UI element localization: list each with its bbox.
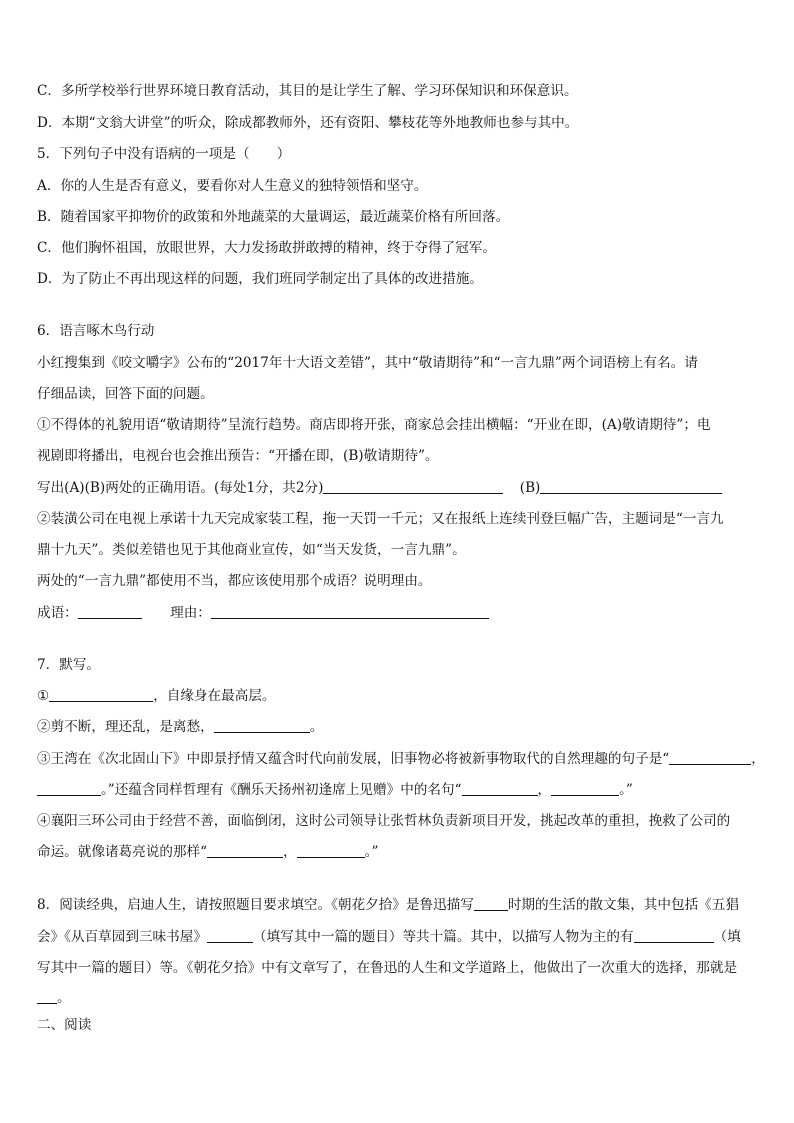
q7-blank-2[interactable] [214,718,310,733]
reason-label: 理由： [170,605,211,621]
q6-title: 6．语言啄木鸟行动 [37,323,155,339]
q7-item1: ① ，自缘身在最高层。 [37,688,276,704]
q8-line1 [37,896,739,914]
q7-item3-line2: 。”还蕴含同样哲理有《酬乐天扬州初逢席上见赠》中的名句“ ， 。” [37,781,633,799]
q8-text2b: （填写其中一篇的题目）等共十篇。其中，以描写人物为主的有 [252,929,634,945]
q7-item4-line2: 命运。就像诸葛亮说的那样“ ， 。” [37,844,379,860]
q8-blank-choice[interactable] [37,989,57,1004]
idiom-label: 成语： [37,605,78,621]
q8-text1b: 时期的生活的散文集，其中包括《五猖 [507,897,739,913]
q8-blank-person[interactable] [634,928,714,943]
q7-item1-text: ，自缘身在最高层。 [153,688,276,704]
q7-blank-4[interactable] [37,781,101,796]
q6-ask1-text: 写出(A)(B)两处的正确用语。(每处1分，共2分) [37,480,324,496]
q7-item4-line1: ④襄阳三环公司由于经营不善，面临倒闭，这时公司领导让张哲林负责新项目开发，挑起改革的重担，挽救了公司的 [37,813,731,829]
section-heading: 二、阅读 [37,1017,92,1033]
q8-text2c: （填 [713,929,741,945]
q5-option-a: A．你的人生是否有意义，要看你对人生意义的独特领悟和坚守。 [37,178,428,194]
q7-item3-line1: ③王湾在《次北固山下》中即景抒情又蕴含时代向前发展，旧事物必将被新事物取代的自然理趣的句子是“ ， [37,751,765,767]
q7-blank-6[interactable] [551,781,619,796]
reason-blank[interactable] [211,604,489,619]
q7-item3-text2: 。”还蕴含同样哲理有《酬乐天扬州初逢席上见赠》中的名句“ [101,782,462,798]
q5-option-d: D．为了防止不再出现这样的问题，我们班同学制定出了具体的改进措施。 [37,271,483,287]
q7-item3-text: ③王湾在《次北固山下》中即景抒情又蕴含时代向前发展，旧事物必将被新事物取代的自然理趣的句子是“ [37,751,670,767]
q7-blank-7[interactable] [207,843,283,858]
idiom-blank[interactable] [78,604,142,619]
q8-line2 [37,928,741,946]
q6-ask2: 两处的“一言九鼎”都使用不当，都应该使用那个成语？说明理由。 [37,573,432,589]
q8-line4: 。 [37,989,71,1007]
q7-blank-8[interactable] [297,843,365,858]
q7-title: 7．默写。 [37,657,101,673]
q6-label-b: (B) [519,480,541,496]
q4-option-c: C．多所学校举行世界环境日教育活动，其目的是让学生了解、学习环保知识和环保意识。 [37,83,578,99]
q6-intro-line1: 小红搜集到《咬文嚼字》公布的“2017年十大语文差错”，其中“敬请期待”和“一言九鼎”两个词语榜上有名。请 [37,355,698,371]
answer-blank-a[interactable] [323,479,503,494]
q8-text2: 会》《从百草园到三味书屋》 [37,929,207,945]
q5-stem: 5．下列句子中没有语病的一项是（ ） [37,146,291,162]
q6-intro-line2: 仔细品读，回答下面的问题。 [37,386,214,402]
q6-ask1 [37,479,722,497]
q8-blank-title[interactable] [207,928,253,943]
q7-blank-3[interactable] [669,750,751,765]
q6-para2-line1: ②装潢公司在电视上承诺十九天完成家装工程，拖一天罚一千元；又在报纸上连续刊登巨幅广告，主题词是“一言九 [37,511,724,527]
q4-option-d: D．本期“文翁大讲堂”的听众，除成都教师外，还有资阳、攀枝花等外地教师也参与其中。 [37,115,579,131]
q8-blank-period[interactable] [474,896,508,911]
q6-answer-row [37,604,489,622]
q7-blank-5[interactable] [462,781,538,796]
q7-item4-text2: 命运。就像诸葛亮说的那样“ [37,844,208,860]
q7-item2: ②剪不断，理还乱，是离愁， 。 [37,719,324,735]
q8-text1: 8．阅读经典，启迪人生，请按照题目要求填空。《朝花夕拾》是鲁迅描写 [37,897,474,913]
q6-para1-line1: ①不得体的礼貌用语“敬请期待”呈流行趋势。商店即将开张，商家总会挂出横幅：“开业在即，(A)敬请期待”；电 [37,417,711,433]
q5-option-b: B．随着国家平抑物价的政策和外地蔬菜的大量调运，最近蔬菜价格有所回落。 [37,209,510,225]
q7-blank-1[interactable] [49,687,153,702]
q6-para1-line2: 视剧即将播出，电视台也会推出预告：“开播在即，(B)敬请期待”。 [37,448,439,464]
q6-para2-line2: 鼎十九天”。类似差错也见于其他商业宣传，如“当天发货，一言九鼎”。 [37,542,466,558]
answer-blank-b[interactable] [540,479,722,494]
q8-line3: 写其中一篇的题目）等。《朝花夕拾》中有文章写了，在鲁迅的人生和文学道路上，他做出了一次重大的选择，那就是 [37,960,738,976]
q7-item2-text: ②剪不断，理还乱，是离愁， [37,719,214,735]
q5-option-c: C．他们胸怀祖国，放眼世界，大力发扬敢拼敢搏的精神，终于夺得了冠军。 [37,240,496,256]
